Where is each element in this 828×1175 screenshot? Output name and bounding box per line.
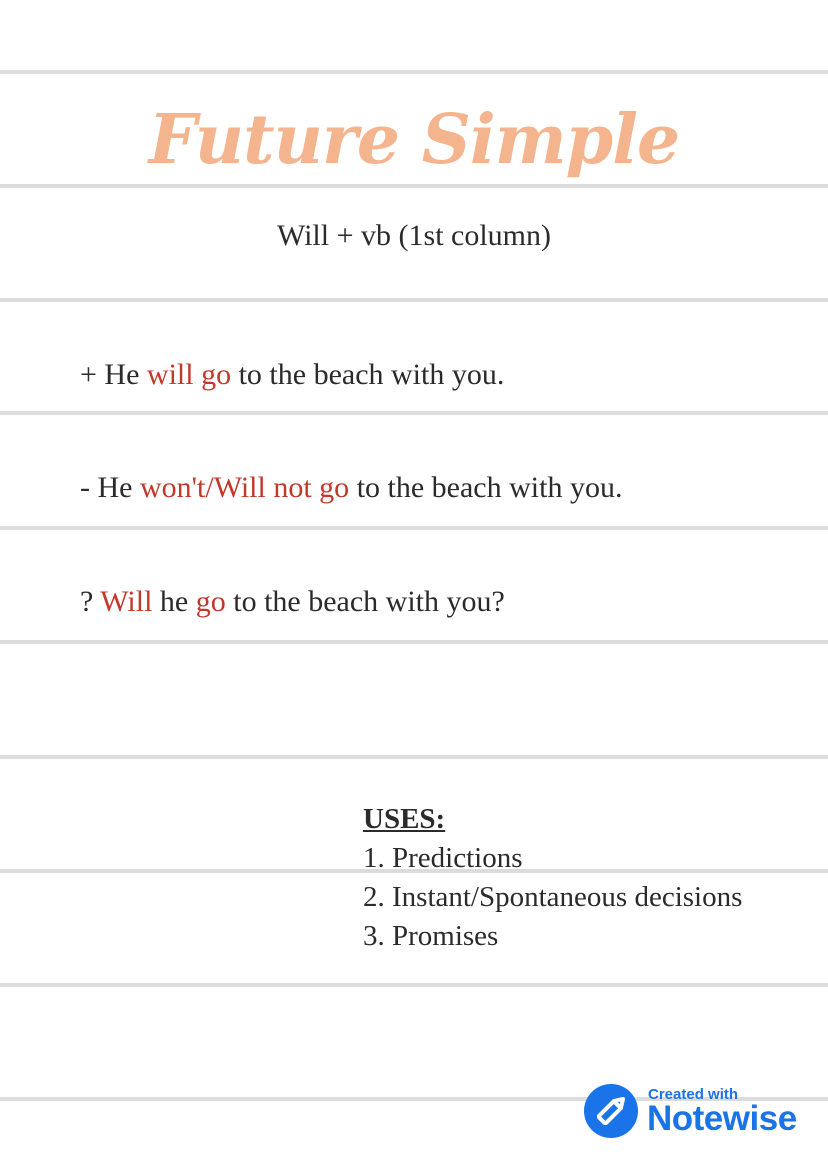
ruled-line: [0, 70, 828, 74]
ruled-line: [0, 411, 828, 415]
ruled-line: [0, 184, 828, 188]
sentence-prefix: ?: [80, 585, 101, 618]
ruled-line: [0, 298, 828, 302]
uses-list: [363, 800, 742, 956]
sentence-rest: to the beach with you.: [349, 471, 623, 504]
auxiliary-verb: Will: [100, 585, 153, 618]
ruled-line: [0, 755, 828, 759]
ruled-line: [0, 640, 828, 644]
verb-phrase: won't/Will not go: [139, 471, 350, 504]
uses-heading: USES:: [363, 803, 446, 835]
pencil-icon: [584, 1084, 638, 1138]
positive-sentence: [80, 358, 504, 392]
formula-text: Will + vb (1st column): [276, 219, 551, 252]
question-sentence: [80, 585, 505, 619]
notewise-badge: [584, 1082, 804, 1142]
uses-item: 2. Instant/Spontaneous decisions: [363, 881, 743, 913]
ruled-line: [0, 983, 828, 987]
sentence-prefix: - He: [80, 471, 140, 504]
sentence-subject: he: [152, 585, 196, 618]
ruled-line: [0, 526, 828, 530]
uses-item: 1. Predictions: [363, 842, 523, 874]
verb-phrase: will go: [146, 358, 232, 391]
sentence-rest: to the beach with you.: [231, 358, 505, 391]
sentence-prefix: + He: [80, 358, 147, 391]
verb-phrase: go: [195, 585, 226, 618]
sentence-rest: to the beach with you?: [225, 585, 505, 618]
created-with-label: Created with: [648, 1086, 739, 1103]
uses-item: 3. Promises: [363, 920, 499, 952]
negative-sentence: [80, 471, 622, 505]
brand-name: Notewise: [647, 1099, 797, 1138]
page-title: Future Simple: [148, 100, 680, 180]
